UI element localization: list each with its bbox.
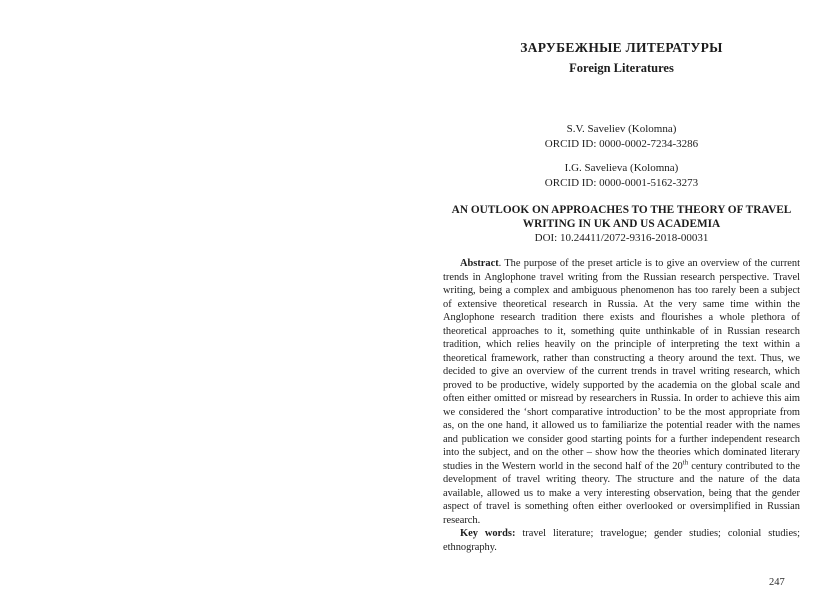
abstract-body-1: . The purpose of the preset article is to give an overview of the current trends in Anglophone travel writing from the Russian research perspective. Travel writing, being a complex and ambiguous phenomenon has too rarely been a subject of extensive theoretical research in Russia. At the very same time within the Anglophone research tradition there exists and flourishes a whole plethora of theoretical approaches to it, something quite unthinkable of in Russian research tradition, which relies heavily on the principle of interpreting the text within a theoretical framework, rather than constructing a theory around the text. Thus, we decided to give an overview of the current trends in travel writing research, which proved to be productive, widely supported by the academia on the global scale and often either omitted or misread by researchers in Russia. In order to achieve this aim we considered the ‘short comparative introduction’ to be the most appropriate from as, on the one hand, it allowed us to familiarize the potential reader with the names and publication we consider good starting points for a further independent research into the subject, and on the other – show how the theories which dominated literary studies in the Western world in the second half of the 20 bbox=[443, 258, 800, 472]
author-name: S.V. Saveliev (Kolomna) bbox=[566, 123, 677, 135]
article-content bbox=[443, 0, 800, 554]
abstract-paragraph bbox=[443, 257, 800, 527]
section-title-russian: ЗАРУБЕЖНЫЕ ЛИТЕРАТУРЫ bbox=[520, 40, 723, 55]
abstract-label: Abstract bbox=[460, 258, 499, 269]
page-number: 247 bbox=[769, 577, 785, 588]
keywords-paragraph bbox=[443, 527, 800, 554]
keywords-label: Key words: bbox=[460, 528, 516, 539]
author-orcid: ORCID ID: 0000-0001-5162-3273 bbox=[544, 177, 699, 189]
section-title-english: Foreign Literatures bbox=[569, 61, 674, 75]
author-name: I.G. Savelieva (Kolomna) bbox=[564, 162, 679, 174]
keywords-text: travel literature; travelogue; gender studies; colonial studies; ethnography. bbox=[443, 528, 800, 553]
article-title-line1: AN OUTLOOK ON APPROACHES TO THE THEORY OF TRAVEL bbox=[451, 204, 792, 216]
article-doi: DOI: 10.24411/2072-9316-2018-00031 bbox=[534, 232, 709, 244]
author-orcid: ORCID ID: 0000-0002-7234-3286 bbox=[544, 138, 699, 150]
abstract-century-superscript: th bbox=[682, 458, 689, 467]
author-block bbox=[443, 122, 800, 152]
author-block bbox=[443, 161, 800, 191]
article-title bbox=[443, 203, 800, 231]
article-title-line2: WRITING IN UK AND US ACADEMIA bbox=[522, 218, 721, 230]
abstract-body-2: century contributed to the development of travel writing theory. The structure and the nature of the data available, allowed us to make a very interesting observation, being that the gender aspect of travel is something often either overlooked or oversimplified in Russian research. bbox=[443, 460, 800, 526]
